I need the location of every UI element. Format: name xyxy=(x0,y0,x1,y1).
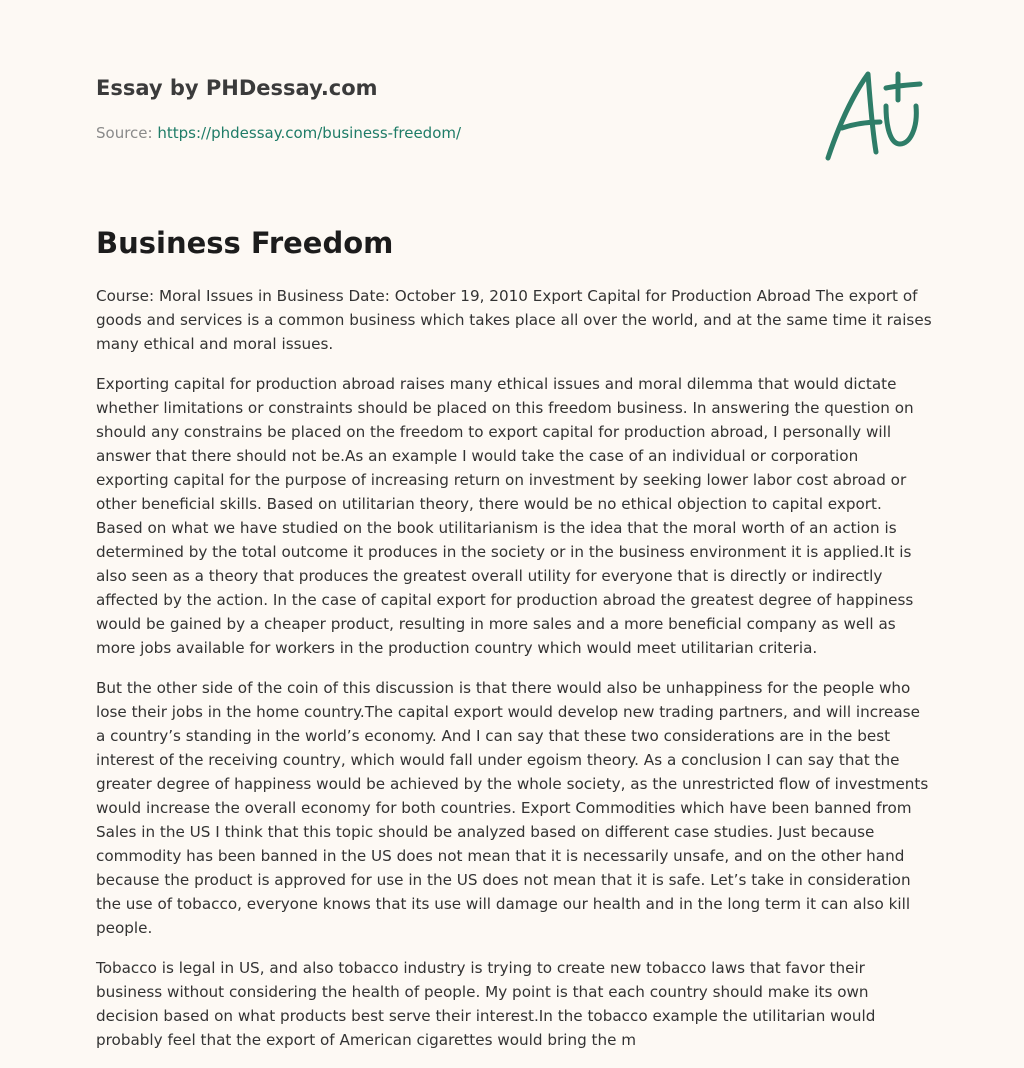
essay-paragraph: Course: Moral Issues in Business Date: October 19, 2010 Export Capital for Production Abroad The export of goods and services is a common business which takes place all over the world, and at the same time it raises many ethical and moral issues. xyxy=(96,287,932,353)
source-label: Source: xyxy=(96,124,158,142)
brand-title: Essay by PHDessay.com xyxy=(96,76,378,100)
a-plus-logo-icon xyxy=(824,66,928,166)
source-link[interactable]: https://phdessay.com/business-freedom/ xyxy=(157,124,462,142)
essay-title: Business Freedom xyxy=(96,226,394,260)
essay-paragraph: Exporting capital for production abroad raises many ethical issues and moral dilemma that would dictate whether limitations or constraints should be placed on this freedom business. In answering the question on should any constrains be placed on the freedom to export capital for production abroad, I personally will answer that there should not be.As an example I would take the case of an individual or corporation exporting capital for the purpose of increasing return on investment by seeking lower labor cost abroad or other beneficial skills. Based on utilitarian theory, there would be no ethical objection to capital export. Based on what we have studied on the book utilitarianism is the idea that the moral worth of an action is determined by the total outcome it produces in the society or in the business environment it is applied.It is also seen as a theory that produces the greatest overall utility for everyone that is directly or indirectly affected by the action. In the case of capital export for production abroad the greatest degree of happiness would be gained by a cheaper product, resulting in more sales and a more beneficial company as well as more jobs available for workers in the production country which would meet utilitarian criteria. xyxy=(96,375,914,657)
essay-paragraph: But the other side of the coin of this discussion is that there would also be unhappiness for the people who lose their jobs in the home country.The capital export would develop new trading partners, and will increase a country’s standing in the world’s economy. And I can say that these two considerations are in the best interest of the receiving country, which would fall under egoism theory. As a conclusion I can say that the greater degree of happiness would be achieved by the whole society, as the unrestricted flow of investments would increase the overall economy for both countries. Export Commodities which have been banned from Sales in the US I think that this topic should be analyzed based on different case studies. Just because commodity has been banned in the US does not mean that it is necessarily unsafe, and on the other hand because the product is approved for use in the US does not mean that it is safe. Let’s take in consideration the use of tobacco, everyone knows that its use will damage our health and in the long term it can also kill people. xyxy=(96,679,929,937)
source-line xyxy=(96,124,461,142)
essay-paragraph: Tobacco is legal in US, and also tobacco industry is trying to create new tobacco laws that favor their business without considering the health of people. My point is that each country should make its own decision based on what products best serve their interest.In the tobacco example the utilitarian would probably feel that the export of American cigarettes would bring the m xyxy=(96,959,876,1049)
essay-body xyxy=(96,284,932,1068)
